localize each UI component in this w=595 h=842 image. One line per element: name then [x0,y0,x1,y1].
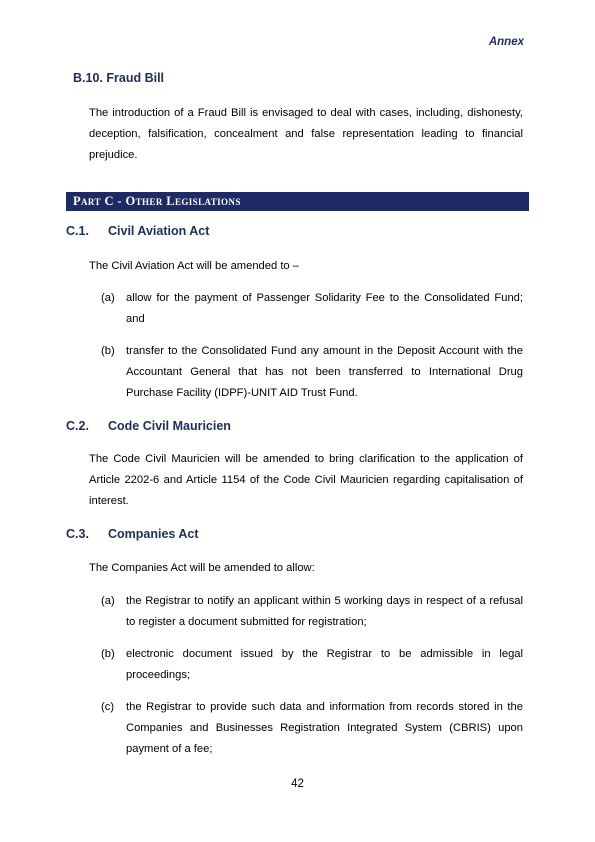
list-item-text: transfer to the Consolidated Fund any amount in the Deposit Account with the Accountant General that has not been transferred to International Drug Purchase Facility (IDPF)-UNIT AID Trust Fund. [126,345,523,399]
list-item [101,697,523,760]
list-item [101,341,523,404]
list-item-label: (b) [101,648,115,660]
section-c1-heading [66,224,209,238]
section-title: Civil Aviation Act [108,224,210,238]
section-number: C.3. [66,527,89,541]
section-title: Code Civil Mauricien [108,419,231,433]
section-number: C.2. [66,419,89,433]
list-item-label: (b) [101,345,115,357]
list-item-text: electronic document issued by the Registrar to be admissible in legal proceedings; [126,648,523,681]
section-c2-paragraph: The Code Civil Mauricien will be amended to bring clarification to the application of Article 2202-6 and Article 1154 of the Code Civil Mauricien regarding capitalisation of interest. [89,453,523,507]
list-item [101,644,523,686]
list-item-text: the Registrar to provide such data and information from records stored in the Companies and Businesses Registration Integrated System (CBRIS) upon payment of a fee; [126,701,523,755]
list-item [101,591,523,633]
list-item [101,288,523,330]
section-c2-heading [66,419,231,433]
section-b10-heading [73,71,164,85]
page-number: 42 [291,778,304,790]
list-item-label: (a) [101,595,115,607]
annex-header: Annex [488,36,524,48]
list-item-text: the Registrar to notify an applicant within 5 working days in respect of a refusal to register a document submitted for registration; [126,595,523,628]
section-b10-paragraph: The introduction of a Fraud Bill is envisaged to deal with cases, including, dishonesty, deception, falsification, concealment and false representation leading to financial prejudice. [89,107,523,161]
section-number: C.1. [66,224,89,238]
section-title: Fraud Bill [106,71,165,85]
list-item-text: allow for the payment of Passenger Solidarity Fee to the Consolidated Fund; and [126,292,523,325]
section-c3-heading [66,527,199,541]
part-c-banner: Part C - Other Legislations [66,192,529,211]
section-title: Companies Act [108,527,199,541]
list-item-label: (a) [101,292,115,304]
section-number: B.10. [73,71,103,85]
section-c1-intro: The Civil Aviation Act will be amended to – [89,260,299,272]
list-item-label: (c) [101,701,115,713]
section-c3-intro: The Companies Act will be amended to allow: [89,562,315,574]
